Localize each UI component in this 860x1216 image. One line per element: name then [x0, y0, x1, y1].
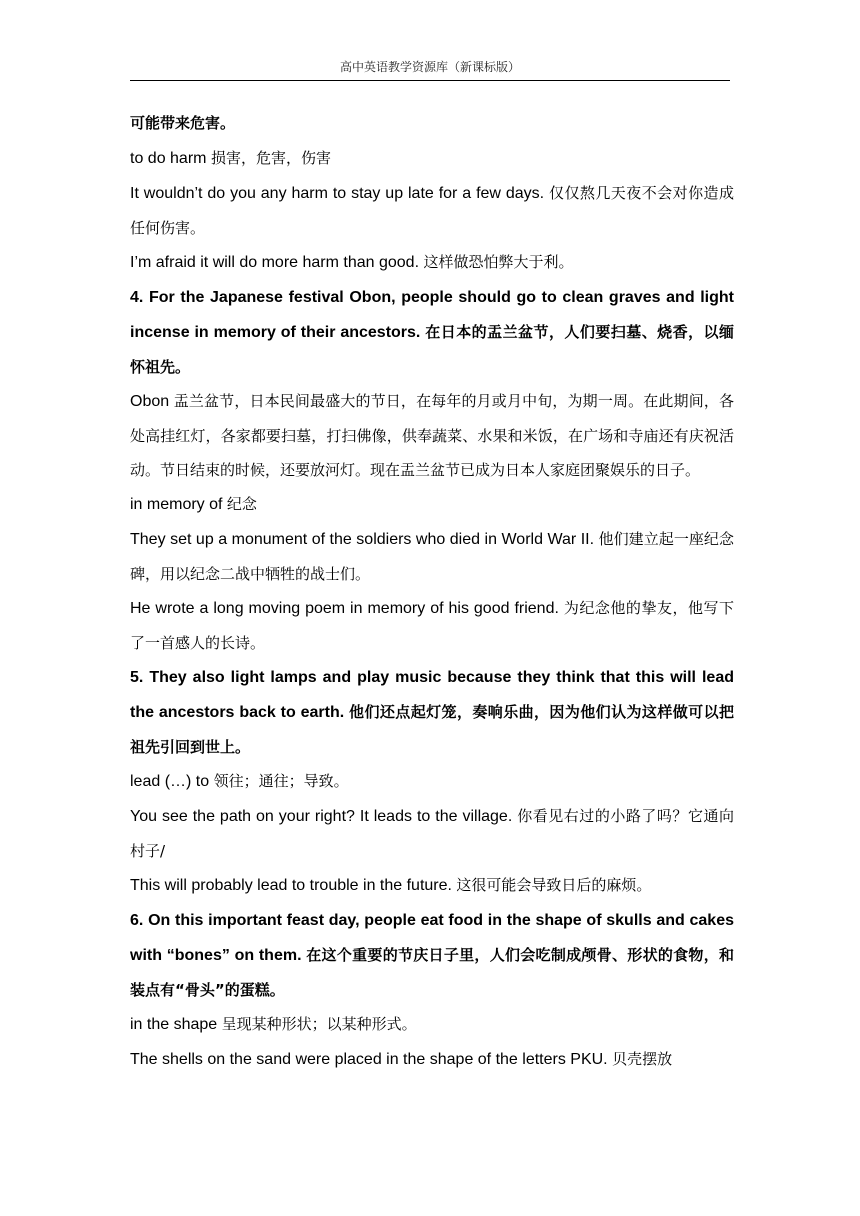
paragraph-english: Obon	[130, 393, 174, 410]
paragraph-chinese: 他们建立起一座纪念碑，用以纪念二战中牺牲的战士们。	[130, 530, 734, 583]
paragraph-14	[130, 1007, 734, 1042]
paragraph-7	[130, 522, 734, 591]
paragraph-chinese: 你看见右过的小路了吗？它通向村子/	[130, 807, 734, 860]
paragraph-chinese: 在这个重要的节庆日子里，人们会吃制成颅骨、形状的食物，和装点有“骨头”的蛋糕。	[130, 946, 734, 999]
paragraph-chinese: 仅仅熬几天夜不会对你造成任何伤害。	[130, 184, 734, 237]
header-title: 高中英语教学资源库（新课标版）	[339, 60, 520, 74]
paragraph-english: to do harm	[130, 150, 211, 167]
paragraph-english: 6. On this important feast day, people eat food in the shape of skulls and cakes with “bones” on them.	[130, 912, 734, 964]
paragraph-6	[130, 487, 734, 522]
paragraph-12	[130, 868, 734, 903]
paragraph-english: lead (…) to	[130, 773, 214, 790]
paragraph-chinese: 可能带来危害。	[130, 114, 236, 132]
paragraph-chinese: 在日本的盂兰盆节，人们要扫墓、烧香，以缅怀祖先。	[130, 323, 734, 376]
paragraph-13	[130, 903, 734, 1007]
paragraph-2	[130, 176, 734, 245]
paragraph-chinese: 他们还点起灯笼，奏响乐曲，因为他们认为这样做可以把祖先引回到世上。	[130, 703, 734, 756]
paragraph-15	[130, 1042, 734, 1077]
paragraph-8	[130, 591, 734, 660]
paragraph-english: in memory of	[130, 496, 227, 513]
paragraph-chinese: 盂兰盆节，日本民间最盛大的节日，在每年的月或月中旬，为期一周。在此期间，各处高挂红灯，各家都要扫墓，打扫佛像，供奉蔬菜、水果和米饭，在广场和寺庙还有庆祝活动。节日结束的时候，还要放河灯。现在盂兰盆节已成为日本人家庭团聚娱乐的日子。	[130, 392, 734, 479]
paragraph-english: The shells on the sand were placed in the shape of the letters PKU.	[130, 1051, 613, 1068]
paragraph-chinese: 呈现某种形状；以某种形式。	[221, 1015, 417, 1033]
paragraph-english: It wouldn’t do you any harm to stay up late for a few days.	[130, 185, 549, 202]
paragraph-11	[130, 799, 734, 868]
paragraph-chinese: 纪念	[226, 495, 257, 513]
paragraph-1	[130, 141, 734, 176]
paragraph-5	[130, 384, 734, 487]
paragraph-english: in the shape	[130, 1016, 222, 1033]
paragraph-english: You see the path on your right? It leads to the village.	[130, 808, 518, 825]
paragraph-4	[130, 280, 734, 384]
paragraph-9	[130, 660, 734, 764]
paragraph-chinese: 贝壳摆放	[612, 1050, 673, 1068]
page-header	[130, 56, 730, 81]
paragraph-chinese: 这样做恐怕弊大于利。	[423, 253, 574, 271]
paragraph-0	[130, 106, 734, 141]
paragraph-chinese: 为纪念他的挚友，他写下了一首感人的长诗。	[130, 599, 734, 652]
paragraph-english: 4. For the Japanese festival Obon, people should go to clean graves and light incense in memory of their ancestors.	[130, 289, 734, 341]
paragraph-english: This will probably lead to trouble in the future.	[130, 877, 457, 894]
paragraph-10	[130, 764, 734, 799]
paragraph-english: They set up a monument of the soldiers who died in World War II.	[130, 531, 599, 548]
document-body	[130, 106, 734, 1077]
paragraph-chinese: 这很可能会导致日后的麻烦。	[456, 876, 652, 894]
paragraph-english: I’m afraid it will do more harm than good.	[130, 254, 424, 271]
paragraph-english: 5. They also light lamps and play music because they think that this will lead the ancestors back to earth.	[130, 669, 734, 721]
paragraph-english: He wrote a long moving poem in memory of his good friend.	[130, 600, 564, 617]
paragraph-3	[130, 245, 734, 280]
paragraph-chinese: 损害，危害，伤害	[210, 149, 331, 167]
paragraph-chinese: 领往；通往；导致。	[213, 772, 349, 790]
